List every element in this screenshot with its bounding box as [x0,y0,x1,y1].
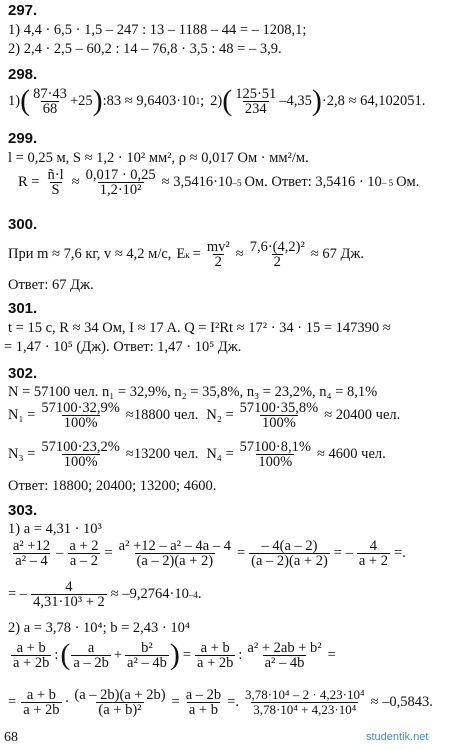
problem-297-number: 297. [8,2,38,19]
problem-299-given: l = 0,25 м, S ≈ 1,2 · 10² мм², ρ ≈ 0,017 Ом · мм²/м. [8,150,309,166]
problem-302-answer: Ответ: 18800; 20400; 13200; 4600. [8,478,217,494]
problem-302-row-1: N₁ = $\frac{57100\cdot 32,9\%}{100\%}$ ≈18800 чел. N₂ = $\frac{57100\cdot 35,8\%}{100\%}$ ≈ 20400 чел. [8,400,401,431]
problem-303-expression-3: $\frac{a + b}{a + 2b}$ : ( $\frac{a}{a - 2b}$ + $\frac{\text{b²}}{\text{a² – 4b}}$ ) = $\frac{a + b}{a + 2b}$ : $\frac{\text{a² + 2ab + b²}}{\text{a² – 4b}}$ = [13,638,336,671]
problem-303-expression-4: = $\frac{a + b}{a + 2b}$ · $\frac{(a - 2b)(a + 2b)}{\text{(a + b)²}}$ = $\frac{a - 2b}{a + b}$ =. $\frac{\text{3,78·10⁴ – 2 · 4,23·10⁴}}{\text{3,78·10⁴ + 4,23·10⁴}}$ ≈ –0,5843. [8,687,433,718]
problem-298-number: 298. [8,66,38,83]
problem-303-part-2: 2) a = 3,78 · 10⁴; b = 2,43 · 10⁴ [8,620,190,636]
problem-301-number: 301. [8,300,38,317]
problem-300-answer: Ответ: 67 Дж. [8,277,94,293]
problem-298-part1-fraction: $\frac{87\cdot 43}{68}$ [33,85,67,117]
problem-303-expression-2: = – $\frac{4}{\text{4,31·10³ + 2}}$ ≈ –9,2764·10 –4 . [8,579,202,610]
problem-300-number: 300. [8,216,38,233]
problem-301-line-1: t = 15 с, R ≈ 34 Ом, I ≈ 17 A. Q = I²Rt ≈ 17² · 34 · 15 = 147390 ≈ [8,320,391,336]
problem-298-part2-fraction: $\frac{125\cdot 51}{234}$ [235,85,277,117]
problem-303-part-1: 1) a = 4,31 · 10³ [8,521,102,537]
problem-303-number: 303. [8,502,38,519]
problem-302-number: 302. [8,365,38,382]
problem-301-line-2: = 1,47 · 10⁵ (Дж). Ответ: 1,47 · 10⁵ Дж. [4,339,242,355]
problem-298-expression: 1) ( $\frac{87\cdot 43}{68}$ +25 ) :83 ≈ 9,6403·10 1 ; 2) ( $\frac{125\cdot 51}{234}$ –4,35 ) ·2,8 ≈ 64,102051. [8,84,426,117]
problem-298-part1-label: 1) [8,92,21,109]
problem-299-formula: R = $\frac{ñ\cdot l}{S}$ ≈ $\frac{0,017 \cdot 0,25}{\text{1,2·10²}}$ ≈ 3,5416·10 –5 Ом. Ответ: 3,5416 · 10 – 5 Ом. [18,167,420,198]
watermark: studentik.net [366,731,429,743]
problem-302-row-2: N₃ = $\frac{57100\cdot 23,2\%}{100\%}$ ≈13200 чел. N₄ = $\frac{57100\cdot 8,1\%}{100\%}$ ≈ 4600 чел. [8,439,386,470]
problem-300-formula: При m ≈ 7,6 кг, v ≈ 4,2 м/с, E к = $\frac{\text{mv²}}{2}$ ≈ $\frac{\text{7,6·(4,2)²}}{2}$ ≈ 67 Дж. [8,239,365,270]
problem-297-line-2: 2) 2,4 · 2,5 – 60,2 : 14 – 76,8 · 3,5 : 48 = – 3,9. [8,41,282,57]
problem-297-line-1: 1) 4,4 · 6,5 · 1,5 – 247 : 13 – 1188 – 44 = – 1208,1; [8,22,307,38]
page-number: 68 [4,730,18,745]
problem-303-expression-1: $\frac{\text{a² +12}}{\text{a² – 4}}$ – $\frac{a + 2}{a - 2}$ = $\frac{\text{a² +12 – a² – 4a – 4}}{(a - 2)(a + 2)}$ = $\frac{- 4(a - 2)}{(a - 2)(a + 2)}$ = – $\frac{4}{a + 2}$ =. [13,538,406,569]
problem-302-given: N = 57100 чел. n₁ = 32,9%, n₂ = 35,8%, n₃ = 23,2%, n₄ = 8,1% [8,384,378,400]
problem-299-number: 299. [8,130,38,147]
